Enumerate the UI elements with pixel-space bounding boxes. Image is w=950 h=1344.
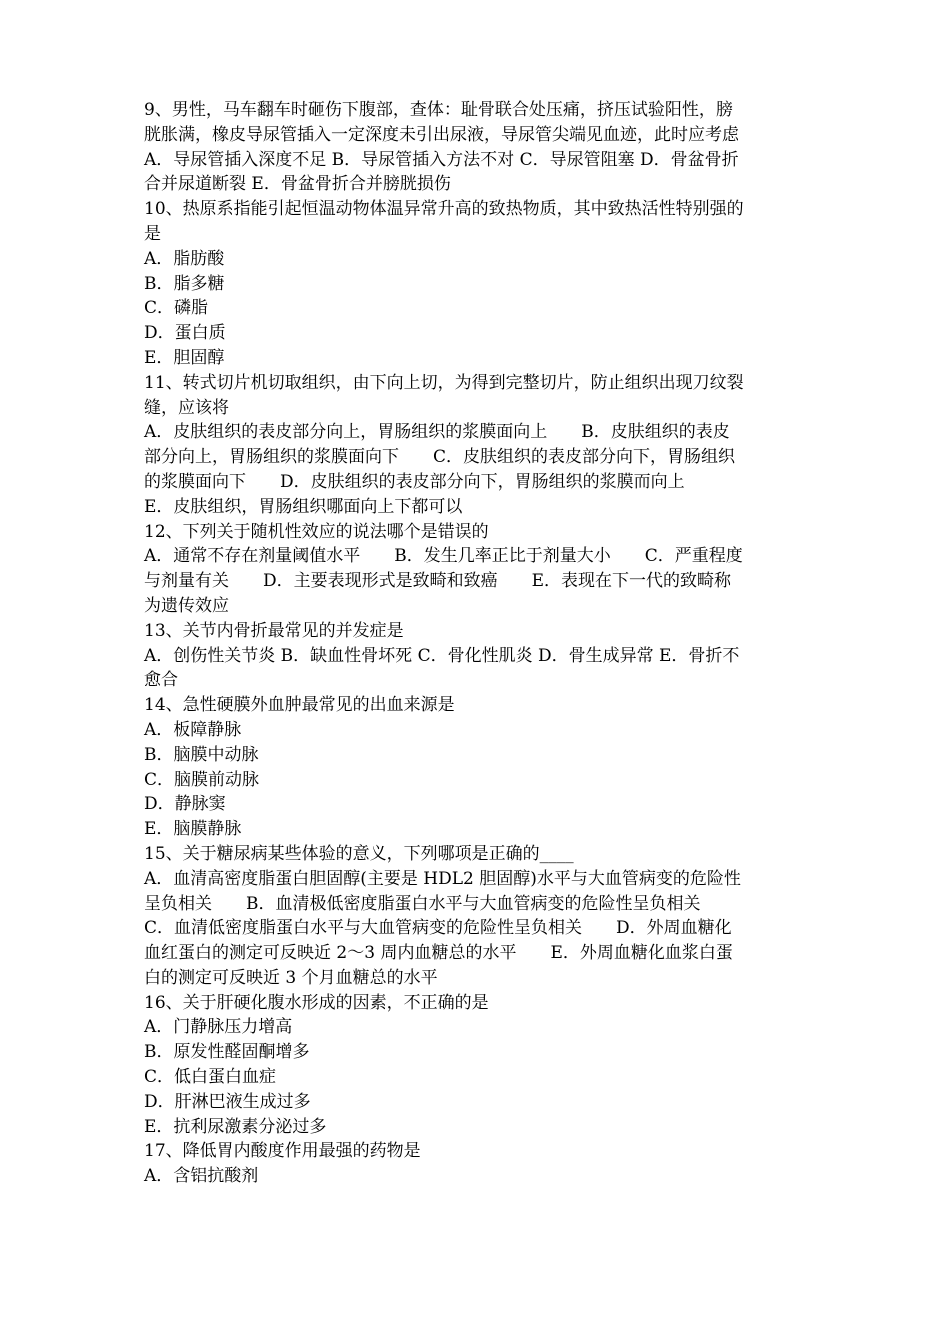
q10-option-c: C．磷脂 <box>144 298 209 319</box>
q13-options-line-1: A．创伤性关节炎 B．缺血性骨坏死 C．骨化性肌炎 D．骨生成异常 E．骨折不 <box>144 645 740 666</box>
q13-stem: 13、关节内骨折最常见的并发症是 <box>144 620 404 641</box>
q10-option-e: E．胆固醇 <box>144 347 225 368</box>
q17-stem: 17、降低胃内酸度作用最强的药物是 <box>144 1141 421 1162</box>
q15-options-line-3: C．血清低密度脂蛋白水平与大血管病变的危险性呈负相关 D．外周血糖化 <box>144 918 732 939</box>
q14-option-e: E．脑膜静脉 <box>144 819 242 840</box>
q9-options-line-2: 合并尿道断裂 E．骨盆骨折合并膀胱损伤 <box>144 174 451 195</box>
q10-option-d: D．蛋白质 <box>144 323 226 344</box>
q10-option-b: B．脂多糖 <box>144 273 225 294</box>
document-page <box>144 98 816 1189</box>
q16-option-e: E．抗利尿激素分泌过多 <box>144 1116 327 1137</box>
q13-options-line-2: 愈合 <box>144 670 178 691</box>
q14-option-c: C．脑膜前动脉 <box>144 769 260 790</box>
q16-stem: 16、关于肝硬化腹水形成的因素，不正确的是 <box>144 992 489 1013</box>
q12-options-line-3: 为遗传效应 <box>144 595 229 616</box>
q10-stem-line-2: 是 <box>144 223 161 244</box>
q15-options-line-4: 血红蛋白的测定可反映近 2～3 周内血糖总的水平 E．外周血糖化血浆白蛋 <box>144 943 733 964</box>
q11-stem-line-2: 缝，应该将 <box>144 397 229 418</box>
q14-option-b: B．脑膜中动脉 <box>144 744 259 765</box>
q15-options-line-2: 呈负相关 B．血清极低密度脂蛋白水平与大血管病变的危险性呈负相关 <box>144 893 701 914</box>
q11-options-line-4: E．皮肤组织，胃肠组织哪面向上下都可以 <box>144 496 463 517</box>
q16-option-b: B．原发性醛固酮增多 <box>144 1042 310 1063</box>
q11-options-line-1: A．皮肤组织的表皮部分向上，胃肠组织的浆膜面向上 B．皮肤组织的表皮 <box>144 422 730 443</box>
q16-option-c: C．低白蛋白血症 <box>144 1067 277 1088</box>
q11-options-line-3: 的浆膜面向下 D．皮肤组织的表皮部分向下，胃肠组织的浆膜而向上 <box>144 471 685 492</box>
q15-options-line-5: 白的测定可反映近 3 个月血糖总的水平 <box>144 967 438 988</box>
q11-stem-line-1: 11、转式切片机切取组织，由下向上切，为得到完整切片，防止组织出现刀纹裂 <box>144 372 744 393</box>
q16-option-d: D．肝淋巴液生成过多 <box>144 1091 311 1112</box>
q9-stem-line-1: 9、男性，马车翻车时砸伤下腹部，查体：耻骨联合处压痛，挤压试验阳性，膀 <box>144 100 733 120</box>
q14-stem: 14、急性硬膜外血肿最常见的出血来源是 <box>144 695 455 716</box>
q15-stem: 15、关于糖尿病某些体验的意义，下列哪项是正确的____ <box>144 843 574 864</box>
q10-stem-line-1: 10、热原系指能引起恒温动物体温异常升高的致热物质，其中致热活性特别强的 <box>144 199 744 220</box>
q12-stem: 12、下列关于随机性效应的说法哪个是错误的 <box>144 521 489 542</box>
q9-stem-line-2: 胱胀满，橡皮导尿管插入一定深度未引出尿液，导尿管尖端见血迹，此时应考虑 <box>144 124 739 145</box>
q12-options-line-1: A．通常不存在剂量阈值水平 B．发生几率正比于剂量大小 C．严重程度 <box>144 546 743 567</box>
q10-option-a: A．脂肪酸 <box>144 248 225 269</box>
q11-options-line-2: 部分向上，胃肠组织的浆膜面向下 C．皮肤组织的表皮部分向下，胃肠组织 <box>144 447 736 468</box>
q15-options-line-1: A．血清高密度脂蛋白胆固醇(主要是 HDL2 胆固醇)水平与大血管病变的危险性 <box>144 868 741 889</box>
q14-option-d: D．静脉窦 <box>144 794 226 815</box>
q16-option-a: A．门静脉压力增高 <box>144 1017 293 1038</box>
q9-options-line-1: A．导尿管插入深度不足 B．导尿管插入方法不对 C．导尿管阻塞 D．骨盆骨折 <box>144 149 739 170</box>
q14-option-a: A．板障静脉 <box>144 719 242 740</box>
q12-options-line-2: 与剂量有关 D．主要表现形式是致畸和致癌 E．表现在下一代的致畸称 <box>144 571 732 592</box>
q17-option-a: A．含铝抗酸剂 <box>144 1166 259 1187</box>
